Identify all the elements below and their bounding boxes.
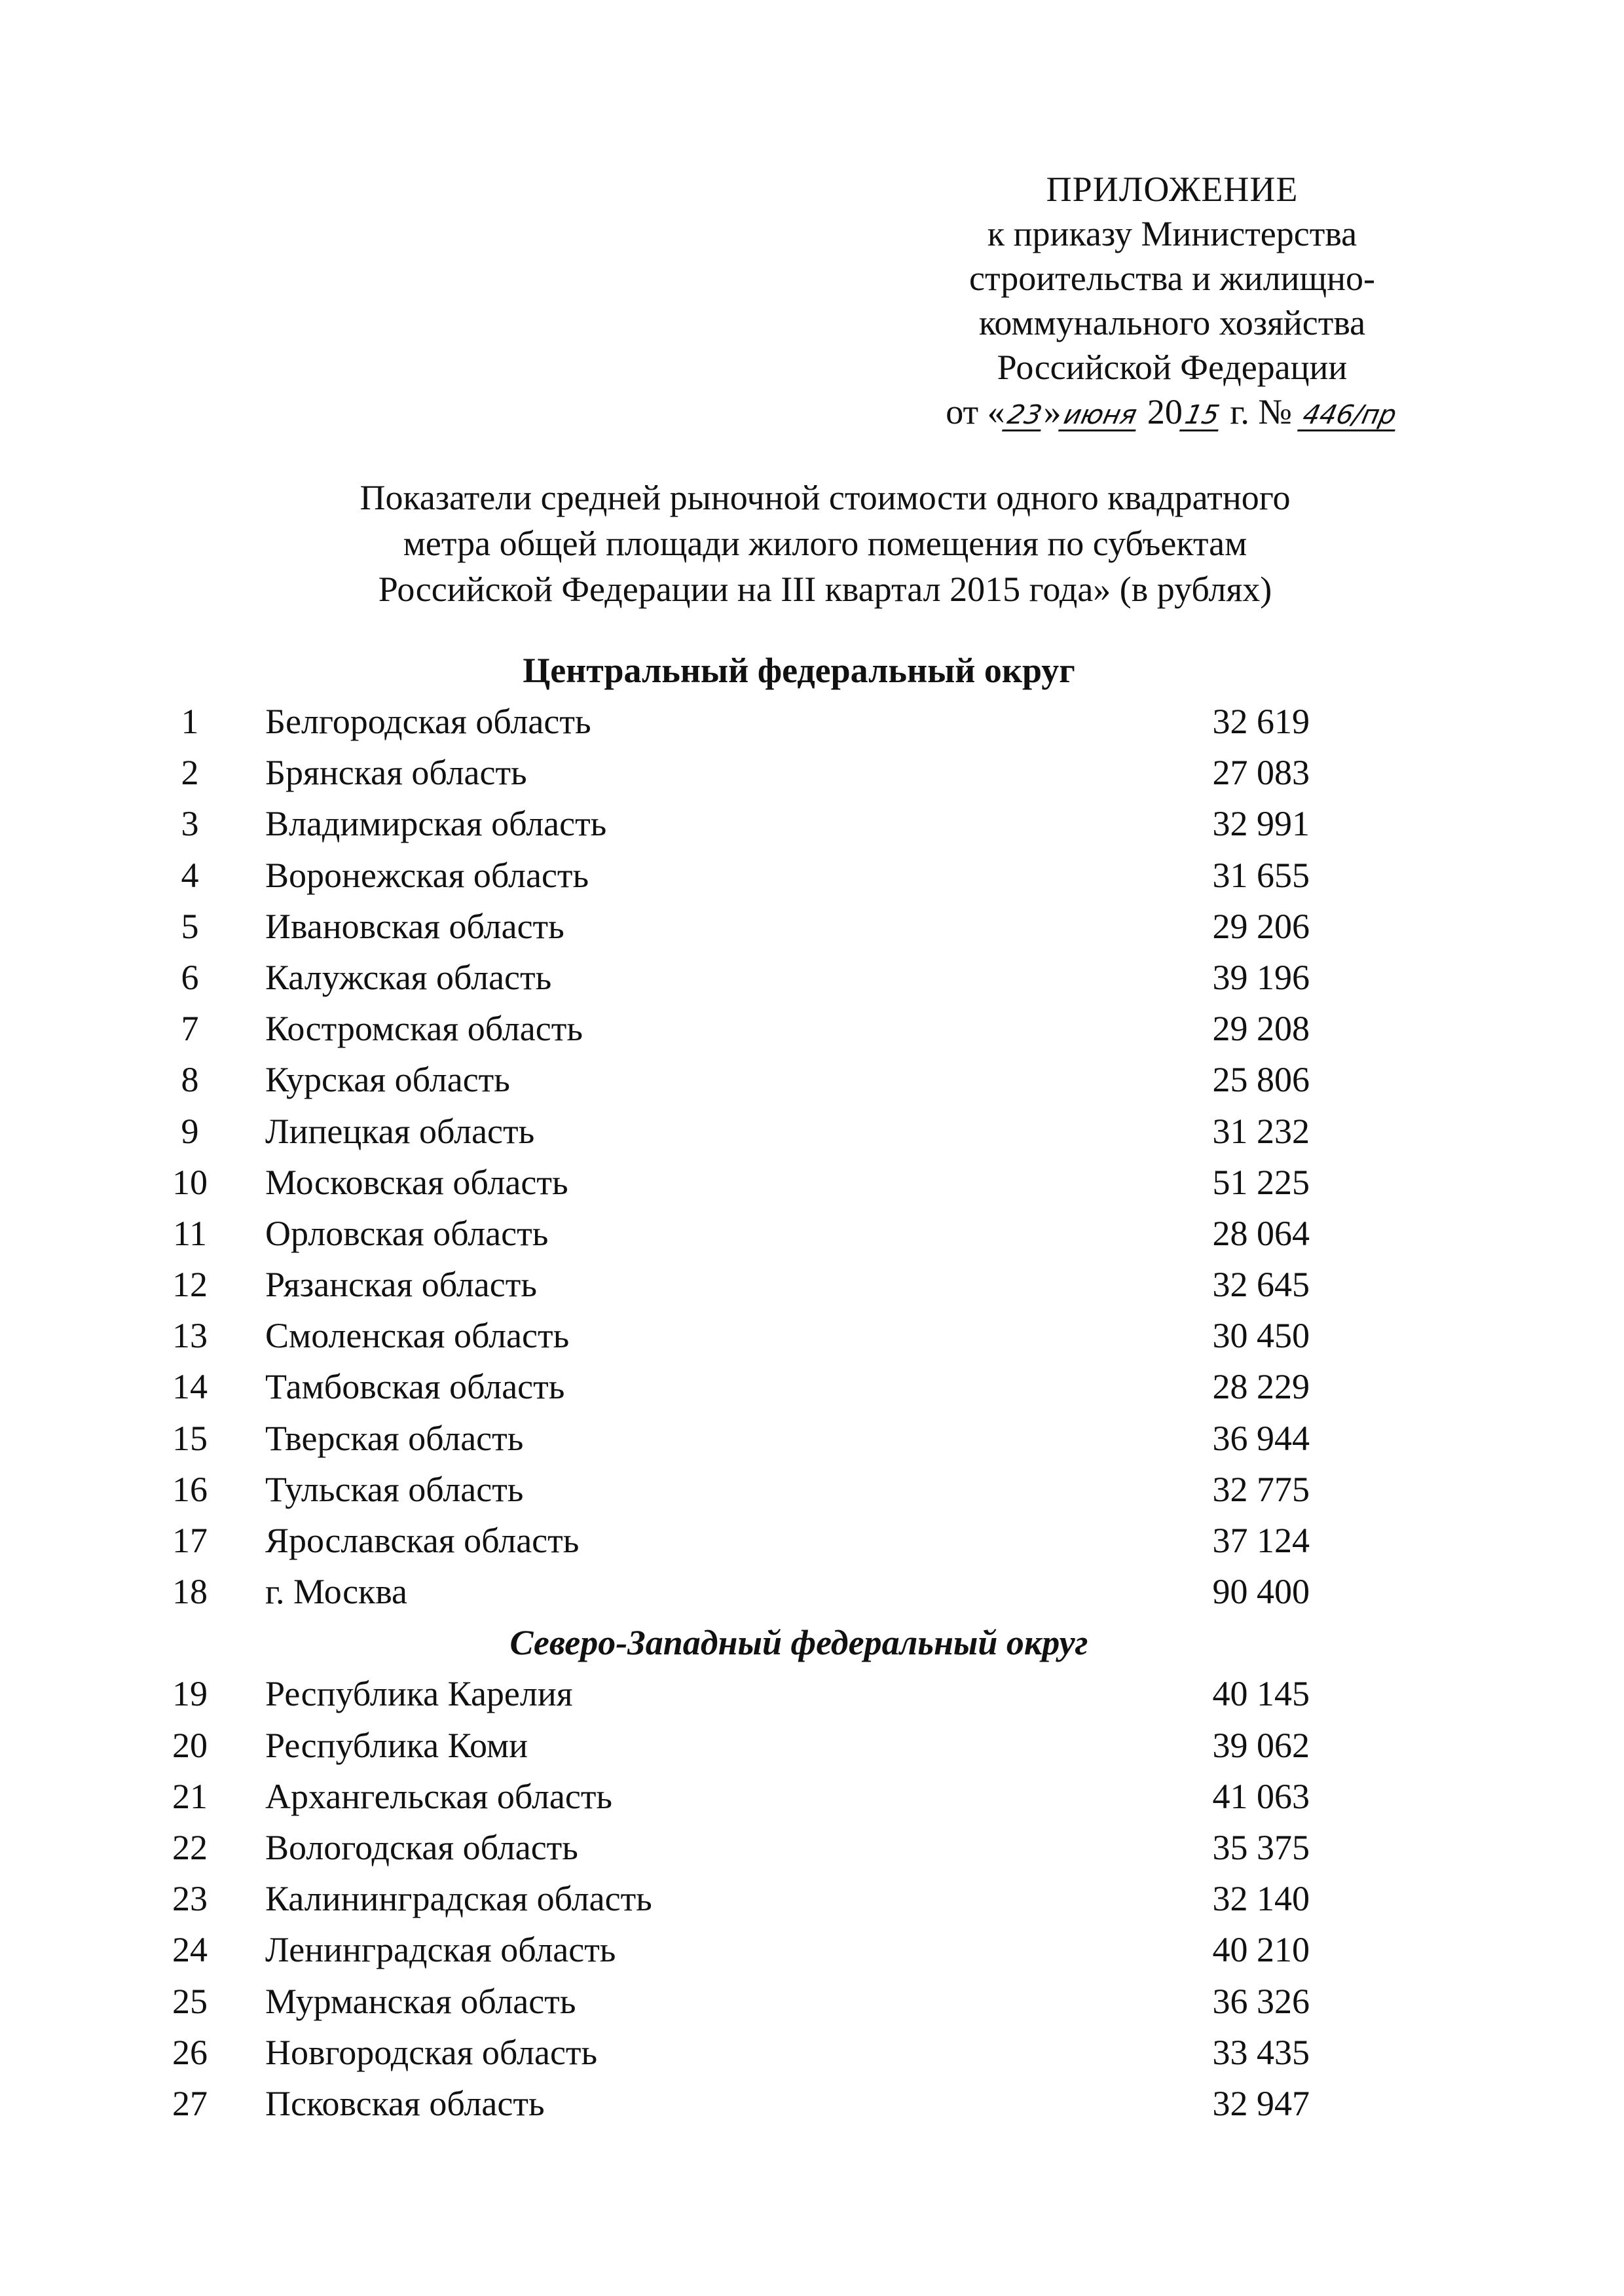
table-row: [157, 1566, 1336, 1617]
row-number: 5: [181, 906, 199, 946]
table-row: [157, 1413, 1336, 1464]
region-name: Республика Карелия: [265, 1674, 573, 1714]
row-number: 3: [181, 804, 199, 844]
table-row: [157, 1310, 1336, 1361]
region-name: Тверская область: [265, 1418, 524, 1458]
table-row: [157, 1106, 1336, 1157]
region-name: Тамбовская область: [265, 1367, 565, 1407]
section-title: Северо-Западный федеральный округ: [509, 1623, 1088, 1663]
price-value: 30 450: [1212, 1316, 1310, 1356]
region-name: Калининградская область: [265, 1879, 652, 1919]
region-name: Тульская область: [265, 1469, 524, 1509]
table-row: [157, 952, 1336, 1003]
price-value: 32 645: [1212, 1265, 1310, 1305]
document-heading: [249, 475, 1401, 612]
date-number-prefix: г. №: [1221, 392, 1292, 431]
heading-line-1: Показатели средней рыночной стоимости одного квадратного: [360, 478, 1291, 517]
appendix-line-3: коммунального хозяйства: [978, 303, 1366, 342]
region-name: Ярославская область: [265, 1521, 580, 1560]
price-value: 28 229: [1212, 1367, 1310, 1407]
price-value: 39 196: [1212, 957, 1310, 997]
row-number: 4: [181, 855, 199, 895]
row-number: 10: [172, 1162, 208, 1202]
row-number: 2: [181, 753, 199, 793]
table-row: [157, 2027, 1336, 2078]
table-row: [157, 1208, 1336, 1259]
region-name: Мурманская область: [265, 1981, 576, 2021]
region-name: Костромская область: [265, 1009, 583, 1049]
date-mid: »: [1043, 392, 1061, 431]
price-value: 32 775: [1212, 1469, 1310, 1509]
table-row: [157, 1873, 1336, 1924]
row-number: 16: [172, 1469, 208, 1509]
table-row: [157, 798, 1336, 849]
table-row: [157, 1515, 1336, 1566]
region-name: Вологодская область: [265, 1827, 578, 1867]
appendix-header: [904, 167, 1441, 434]
date-year-prefix: 20: [1138, 392, 1183, 431]
handwritten-day: 23: [1002, 401, 1047, 431]
region-name: г. Москва: [265, 1572, 408, 1612]
appendix-line-2: строительства и жилищно-: [969, 259, 1375, 298]
price-value: 25 806: [1212, 1060, 1310, 1100]
table-row: [157, 1361, 1336, 1412]
heading-line-2: метра общей площади жилого помещения по субъектам: [403, 524, 1247, 563]
region-name: Новгородская область: [265, 2032, 598, 2072]
row-number: 23: [172, 1879, 208, 1919]
appendix-line-1: к приказу Министерства: [987, 214, 1357, 253]
price-value: 32 140: [1212, 1879, 1310, 1919]
region-name: Архангельская область: [265, 1776, 613, 1816]
price-value: 51 225: [1212, 1162, 1310, 1202]
row-number: 14: [172, 1367, 208, 1407]
row-number: 11: [173, 1213, 207, 1253]
price-value: 28 064: [1212, 1213, 1310, 1253]
price-value: 31 232: [1212, 1111, 1310, 1151]
row-number: 19: [172, 1674, 208, 1714]
date-prefix: от «: [946, 392, 1005, 431]
heading-line-3: Российской Федерации на III квартал 2015 года» (в рублях): [378, 570, 1272, 609]
price-value: 33 435: [1212, 2032, 1310, 2072]
region-name: Калужская область: [265, 957, 552, 997]
row-number: 22: [172, 1827, 208, 1867]
row-number: 20: [172, 1725, 208, 1765]
handwritten-order-number: 446/пр: [1297, 401, 1401, 431]
row-number: 24: [172, 1930, 208, 1970]
table-row: [157, 1976, 1336, 2027]
table-row: [157, 696, 1336, 747]
handwritten-year: 15: [1179, 401, 1225, 431]
region-name: Московская область: [265, 1162, 568, 1202]
row-number: 9: [181, 1111, 199, 1151]
region-name: Брянская область: [265, 753, 527, 793]
region-name: Псковская область: [265, 2083, 545, 2123]
row-number: 1: [181, 702, 199, 741]
row-number: 26: [172, 2032, 208, 2072]
row-number: 17: [172, 1521, 208, 1560]
table-row: [157, 1157, 1336, 1208]
row-number: 7: [181, 1009, 199, 1049]
price-value: 35 375: [1212, 1827, 1310, 1867]
row-number: 8: [181, 1060, 199, 1100]
row-number: 18: [172, 1572, 208, 1612]
table-row: [157, 1054, 1336, 1105]
row-number: 27: [172, 2083, 208, 2123]
table-row: [157, 1822, 1336, 1873]
table-row: [157, 1259, 1336, 1310]
table-row: [157, 2078, 1336, 2129]
region-name: Белгородская область: [265, 702, 591, 741]
row-number: 25: [172, 1981, 208, 2021]
row-number: 21: [172, 1776, 208, 1816]
row-number: 15: [172, 1418, 208, 1458]
price-value: 41 063: [1212, 1776, 1310, 1816]
table-row: [157, 901, 1336, 952]
order-date-line: [904, 390, 1441, 434]
price-table: [157, 645, 1336, 2129]
table-row: [157, 747, 1336, 798]
region-name: Орловская область: [265, 1213, 549, 1253]
price-value: 32 619: [1212, 702, 1310, 741]
price-value: 32 991: [1212, 804, 1310, 844]
region-name: Воронежская область: [265, 855, 589, 895]
region-name: Курская область: [265, 1060, 510, 1100]
region-name: Липецкая область: [265, 1111, 535, 1151]
price-value: 90 400: [1212, 1572, 1310, 1612]
region-name: Республика Коми: [265, 1725, 528, 1765]
price-value: 37 124: [1212, 1521, 1310, 1560]
region-name: Ивановская область: [265, 906, 564, 946]
price-value: 29 206: [1212, 906, 1310, 946]
region-name: Владимирская область: [265, 804, 607, 844]
table-row: [157, 1464, 1336, 1515]
row-number: 6: [181, 957, 199, 997]
region-name: Смоленская область: [265, 1316, 570, 1356]
region-name: Рязанская область: [265, 1265, 537, 1305]
row-number: 13: [172, 1316, 208, 1356]
region-name: Ленинградская область: [265, 1930, 616, 1970]
price-value: 29 208: [1212, 1009, 1310, 1049]
table-row: [157, 1924, 1336, 1975]
table-row: [157, 1668, 1336, 1719]
section-title: Центральный федеральный округ: [523, 651, 1075, 690]
table-row: [157, 1720, 1336, 1771]
price-value: 40 210: [1212, 1930, 1310, 1970]
price-value: 40 145: [1212, 1674, 1310, 1714]
appendix-line-4: Российской Федерации: [997, 348, 1348, 387]
table-row: [157, 1003, 1336, 1054]
price-value: 32 947: [1212, 2083, 1310, 2123]
table-row: [157, 850, 1336, 901]
handwritten-month: июня: [1058, 401, 1142, 431]
price-value: 27 083: [1212, 753, 1310, 793]
table-row: [157, 1771, 1336, 1822]
appendix-title: ПРИЛОЖЕНИЕ: [1046, 170, 1299, 209]
price-value: 39 062: [1212, 1725, 1310, 1765]
price-value: 36 944: [1212, 1418, 1310, 1458]
price-value: 36 326: [1212, 1981, 1310, 2021]
price-value: 31 655: [1212, 855, 1310, 895]
row-number: 12: [172, 1265, 208, 1305]
